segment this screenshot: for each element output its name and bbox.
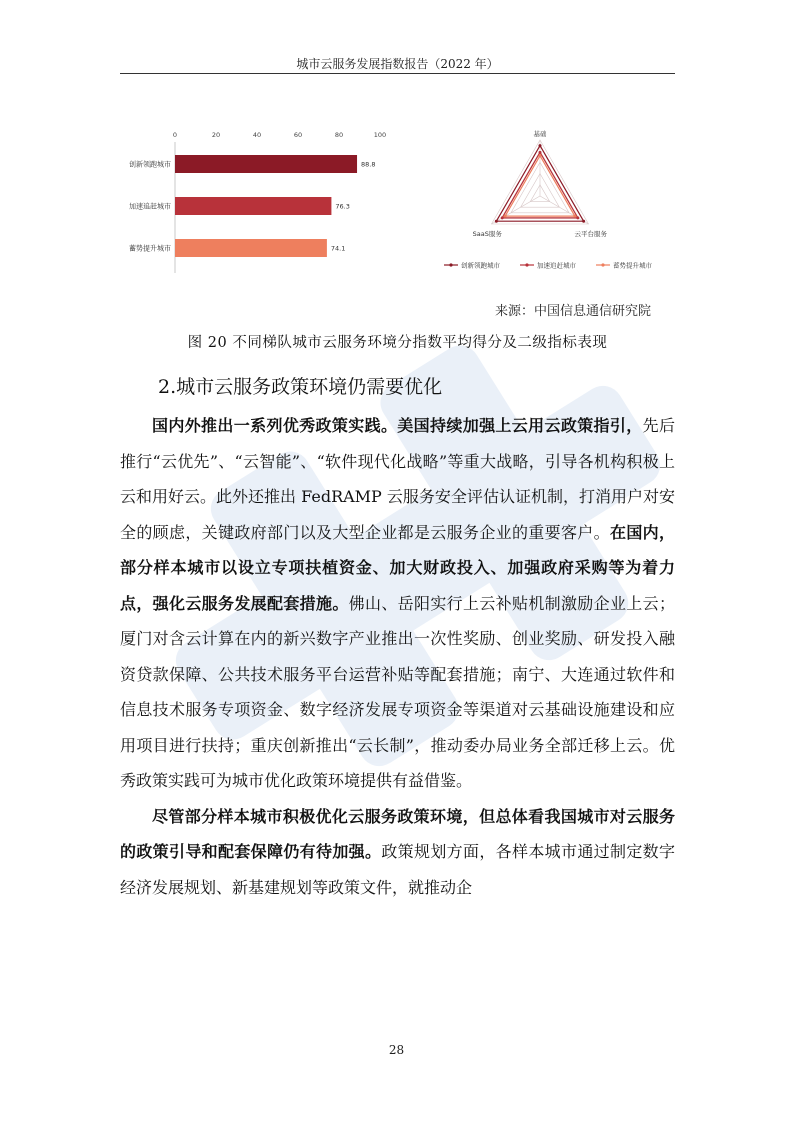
header-rule (120, 73, 675, 74)
radar-point (501, 216, 504, 219)
radar-point (539, 154, 542, 157)
radar-point (576, 216, 579, 219)
radar-point (539, 151, 542, 154)
p1-text-2: 佛山、岳阳实行上云补贴机制激励企业上云；厦门对含云计算在内的新兴数字产业推出一次性奖励、创业奖励、研发投入融资贷款保障、公共技术服务平台运营补贴等配套措施；南宁、大连通过软件和信息技术服务专项资金、数字经济发展专项资金等渠道对云基础设施建设和应用项目进行扶持；重庆创新推出“云长制”，推动委办局业务全部迁移上云。优秀政策实践可为城市优化政策环境提供有益借鉴。 (120, 593, 675, 790)
figure-source: 来源：中国信息通信研究院 (495, 304, 652, 319)
bar-value-label: 74.1 (330, 244, 346, 253)
x-tick-label: 60 (293, 131, 303, 139)
legend-label: 蓄势提升城市 (613, 261, 652, 270)
bar-category-label: 蓄势提升城市 (129, 244, 171, 253)
x-tick-label: 80 (334, 131, 344, 139)
body-text (120, 408, 675, 905)
legend-marker (449, 263, 452, 266)
radar-axis-label: 基础 (533, 130, 547, 138)
x-tick-label: 20 (211, 131, 221, 139)
x-tick-label: 0 (172, 131, 178, 139)
radar-point (582, 220, 585, 223)
running-header: 城市云服务发展指数报告（2022 年） (296, 57, 499, 71)
legend-marker (525, 263, 528, 266)
section-title: 2.城市云服务政策环境仍需要优化 (158, 376, 443, 398)
radar-point (539, 144, 542, 147)
bar (175, 155, 357, 173)
bar (175, 239, 327, 257)
radar-spoke (540, 196, 588, 224)
bar-category-label: 创新领跑城市 (129, 160, 171, 169)
paragraph-2 (120, 799, 675, 906)
bar-category-label: 加速追赶城市 (129, 202, 171, 211)
radar-axis-label: 云平台服务 (574, 230, 607, 238)
bar-value-label: 88.8 (361, 160, 376, 169)
legend-marker (601, 263, 604, 266)
p1-text-1: 先后推行“云优先”、“云智能”、“软件现代化战略”等重大战略，引导各机构积极上云和用好云。此外还推出 FedRAMP 云服务安全评估认证机制，打消用户对安全的顾虑，关键政府部门以及大型企业都是云服务企业的重要客户。 (120, 416, 675, 542)
x-tick-label: 40 (252, 131, 262, 139)
radar-axis-label: SaaS服务 (472, 230, 502, 238)
p1-bold-2: 在国内，部分样本城市以设立专项扶植资金、加大财政投入、加强政府采购等为着力点，强化云服务发展配套措施。 (120, 522, 675, 613)
figure-caption: 图 20 不同梯队城市云服务环境分指数平均得分及二级指标表现 (187, 335, 608, 351)
bar-value-label: 76.3 (335, 202, 350, 211)
p2-bold: 尽管部分样本城市积极优化云服务政策环境，但总体看我国城市对云服务的政策引导和配套保障仍有待加强。 (120, 806, 675, 861)
paragraph-1 (120, 408, 675, 799)
p1-bold-1: 国内外推出一系列优秀政策实践。美国持续加强上云用云政策指引， (152, 416, 643, 435)
radar-point (495, 220, 498, 223)
radar-spoke (492, 196, 540, 224)
legend-label: 加速追赶城市 (537, 261, 576, 270)
bar-chart (110, 128, 410, 278)
page-number: 28 (388, 1043, 405, 1057)
legend-label: 创新领跑城市 (461, 261, 500, 270)
p2-text: 政策规划方面，各样本城市通过制定数字经济发展规划、新基建规划等政策文件，就推动企 (120, 842, 675, 897)
radar-point (504, 215, 507, 218)
radar-point (573, 215, 576, 218)
bar (175, 197, 331, 215)
x-tick-label: 100 (373, 131, 387, 139)
radar-chart (440, 128, 680, 278)
